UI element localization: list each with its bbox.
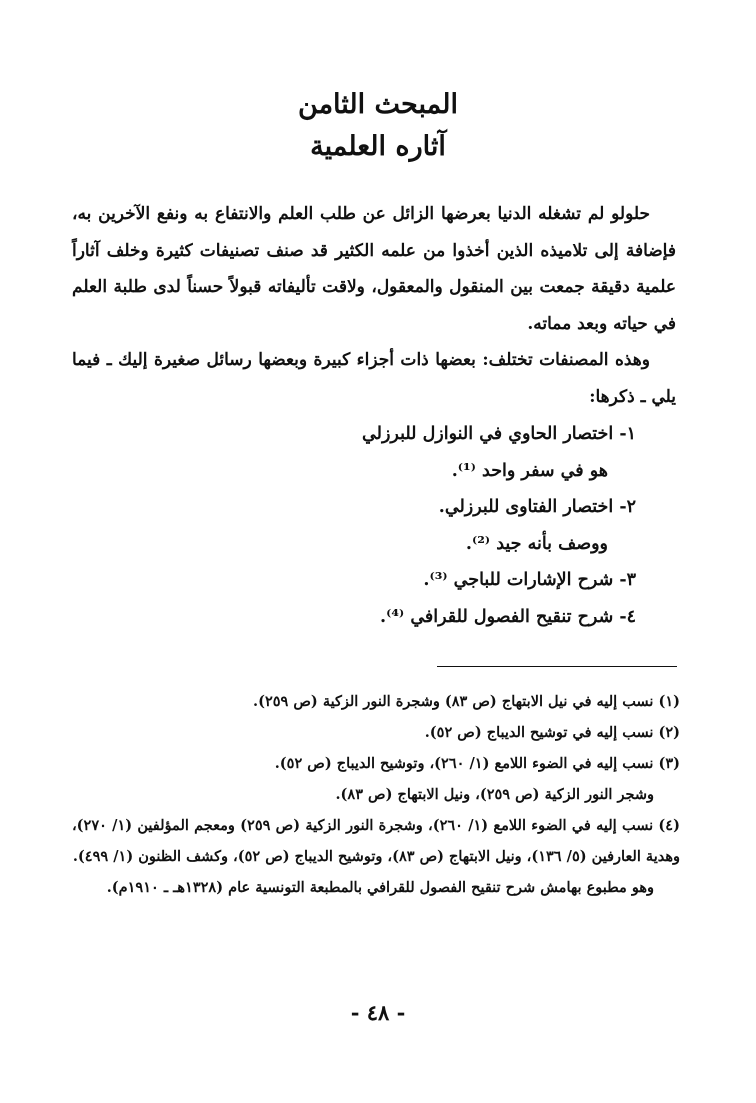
page-number: - ٤٨ - (350, 1000, 406, 1025)
paragraph: وهذه المصنفات تختلف: بعضها ذات أجزاء كبيرة وبعضها رسائل صغيرة إليك ـ فيما يلي ـ ذكرها: (72, 350, 676, 407)
paragraph: حلولو لم تشغله الدنيا بعرضها الزائل عن طلب العلم والانتفاع به ونفع الآخرين به، فإضافة إلى تلاميذه الذين أخذوا من علمه الكثير قد صنف تصنيفات كثيرة وخلف آثاراً علمية دقيقة جمعت بين المنقول والمعقول، ولاقت تأليفاته قبولاً حسناً لدى طلبة العلم في حياته وبعد مماته. (72, 204, 676, 334)
footnote: (٤) نسب إليه في الضوء اللامع (١/ ٢٦٠)، وشجرة النور الزكية (ص ٢٥٩) ومعجم المؤلفين (١/ ٢٧٠)، وهدية العارفين (٥/ ١٣٦)، ونيل الابتهاج (ص ٨٣)، وتوشيح الديباج (ص ٥٢)، وكشف الظنون (١/ ٤٩٩). (72, 817, 680, 865)
heading-block (0, 84, 756, 168)
list-item-note: هو في سفر واحد ⁽¹⁾. (451, 460, 608, 481)
works-list (216, 416, 636, 635)
list-item: ١- اختصار الحاوي في النوازل للبرزلي (362, 424, 636, 444)
footnote: (١) نسب إليه في نيل الابتهاج (ص ٨٣) وشجرة النور الزكية (ص ٢٥٩). (253, 693, 680, 710)
footnote-continuation: وهو مطبوع بهامش شرح تنقيح الفصول للقرافي بالمطبعة التونسية عام (١٣٢٨هـ ـ ١٩١٠م). (106, 879, 654, 896)
footnote: (٣) نسب إليه في الضوء اللامع (١/ ٢٦٠)، وتوشيح الديباج (ص ٥٢). (274, 755, 680, 772)
footnote-continuation: وشجر النور الزكية (ص ٢٥٩)، ونيل الابتهاج (ص ٨٣). (335, 786, 654, 803)
chapter-subtitle: آثاره العلمية (310, 131, 446, 162)
list-item: ٢- اختصار الفتاوى للبرزلي. (438, 497, 636, 517)
list-item: ٣- شرح الإشارات للباجي ⁽³⁾. (423, 570, 636, 590)
footnote-separator (437, 666, 677, 667)
footnotes (72, 686, 680, 903)
list-item-note: ووصف بأنه جيد ⁽²⁾. (465, 533, 608, 554)
body-text (72, 196, 676, 415)
footnote: (٢) نسب إليه في توشيح الديباج (ص ٥٢). (424, 724, 680, 741)
list-item: ٤- شرح تنقيح الفصول للقرافي ⁽⁴⁾. (380, 606, 636, 627)
chapter-title: المبحث الثامن (298, 89, 458, 120)
